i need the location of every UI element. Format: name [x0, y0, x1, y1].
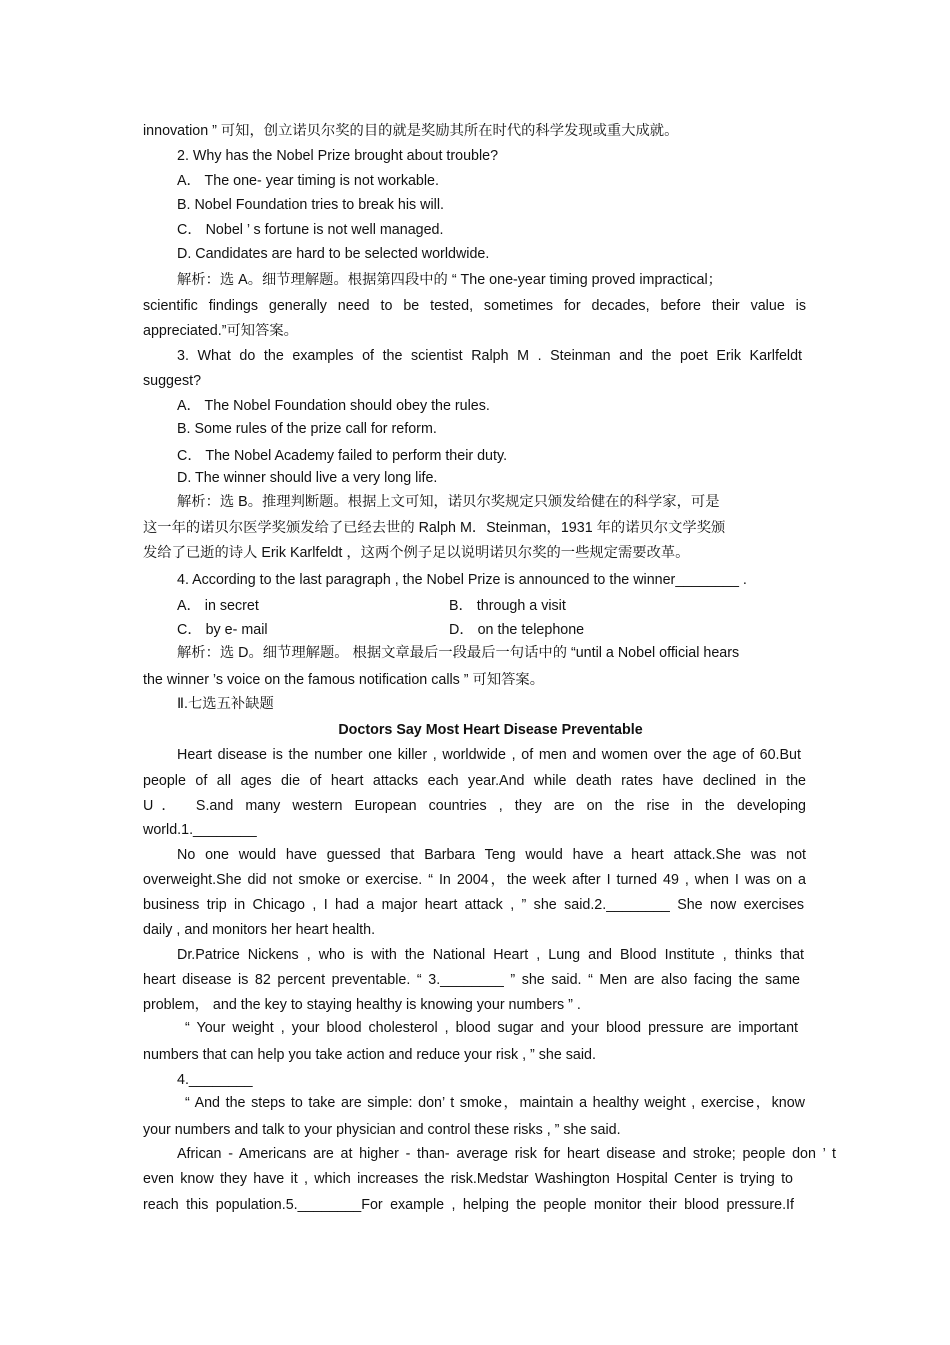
q2-option-b: B. Nobel Foundation tries to break his will. [177, 197, 445, 213]
section-heading: Ⅱ.七选五补缺题 [177, 696, 274, 712]
passage-paragraph: reach this population.5.________For example , helping the people monitor their blood pressure.If [143, 1197, 794, 1213]
passage-paragraph: even know they have it , which increases the risk.Medstar Washington Hospital Center is trying to [143, 1171, 793, 1187]
passage-paragraph: overweight.She did not smoke or exercise. “ In 2004，the week after I turned 49 , when I was on a [143, 872, 806, 888]
passage-paragraph: No one would have guessed that Barbara Teng would have a heart attack.She was not [177, 847, 806, 863]
q2-explanation: scientific findings generally need to be tested, sometimes for decades, before their value is [143, 298, 806, 314]
passage-paragraph: U． S.and many western European countries , they are on the rise in the developing [143, 798, 806, 814]
q2-explanation: 解析：选 A。细节理解题。根据第四段中的 “ The one-year timing proved impractical； [177, 272, 722, 288]
q3-stem: 3. What do the examples of the scientist Ralph M . Steinman and the poet Erik Karlfeldt [177, 348, 802, 364]
q4-option-d: D． on the telephone [449, 622, 585, 638]
passage-paragraph: people of all ages die of heart attacks each year.And while death rates have declined in the [143, 773, 806, 789]
q2-option-c: C． Nobel ’ s fortune is not well managed. [177, 222, 444, 238]
q3-explanation: 这一年的诺贝尔医学奖颁发给了已经去世的 Ralph M．Steinman，1931 年的诺贝尔文学奖颁 [143, 520, 726, 536]
passage-paragraph: business trip in Chicago , I had a major heart attack , ” she said.2.________ She now exercises [143, 897, 804, 913]
q4-explanation: the winner ’s voice on the famous notification calls ” 可知答案。 [143, 672, 545, 688]
q2-stem: 2. Why has the Nobel Prize brought about trouble? [177, 148, 499, 164]
q3-explanation: 解析：选 B。推理判断题。根据上文可知，诺贝尔奖规定只颁发给健在的科学家，可是 [177, 494, 720, 510]
passage-paragraph: problem， and the key to staying healthy is knowing your numbers ” . [143, 997, 581, 1013]
q1-explanation-tail: innovation ” 可知，创立诺贝尔奖的目的就是奖励其所在时代的科学发现或重大成就。 [143, 123, 679, 139]
passage-paragraph: African - Americans are at higher - than- average risk for heart disease and stroke; people don ’ t [177, 1146, 836, 1162]
passage-paragraph: “ Your weight , your blood cholesterol , blood sugar and your blood pressure are important [185, 1020, 798, 1036]
q4-option-c: C． by e- mail [177, 622, 268, 638]
q2-option-d: D. Candidates are hard to be selected worldwide. [177, 246, 490, 262]
passage-paragraph: numbers that can help you take action and reduce your risk , ” she said. [143, 1047, 596, 1063]
q3-explanation: 发给了已逝的诗人 Erik Karlfeldt ，这两个例子足以说明诺贝尔奖的一些规定需要改革。 [143, 545, 690, 561]
q4-explanation: 解析：选 D。细节理解题。 根据文章最后一段最后一句话中的 “until a Nobel official hears [177, 645, 740, 661]
q3-option-c: C． The Nobel Academy failed to perform their duty. [177, 448, 508, 464]
q4-stem: 4. According to the last paragraph , the Nobel Prize is announced to the winner________ . [177, 572, 747, 588]
q4-option-a: A． in secret [177, 598, 259, 614]
q2-option-a: A． The one- year timing is not workable. [177, 173, 439, 189]
passage-paragraph: heart disease is 82 percent preventable. “ 3.________ ” she said. “ Men are also facing the same [143, 972, 800, 988]
passage-paragraph: your numbers and talk to your physician and control these risks , ” she said. [143, 1122, 621, 1138]
passage-paragraph: Dr.Patrice Nickens , who is with the National Heart , Lung and Blood Institute , thinks that [177, 947, 804, 963]
passage-paragraph: 4.________ [177, 1072, 253, 1088]
q2-explanation: appreciated.”可知答案。 [143, 323, 298, 339]
q3-option-d: D. The winner should live a very long life. [177, 470, 438, 486]
q4-option-b: B． through a visit [449, 598, 566, 614]
passage-title: Doctors Say Most Heart Disease Preventable [338, 722, 643, 738]
passage-paragraph: daily , and monitors her heart health. [143, 922, 376, 938]
q3-option-b: B. Some rules of the prize call for reform. [177, 421, 437, 437]
q3-option-a: A． The Nobel Foundation should obey the rules. [177, 398, 490, 414]
passage-paragraph: “ And the steps to take are simple: don’ t smoke，maintain a healthy weight , exercise，know [185, 1095, 805, 1111]
q3-stem: suggest? [143, 373, 202, 389]
passage-paragraph: Heart disease is the number one killer , worldwide , of men and women over the age of 60.But [177, 747, 801, 763]
passage-paragraph: world.1.________ [143, 822, 257, 838]
